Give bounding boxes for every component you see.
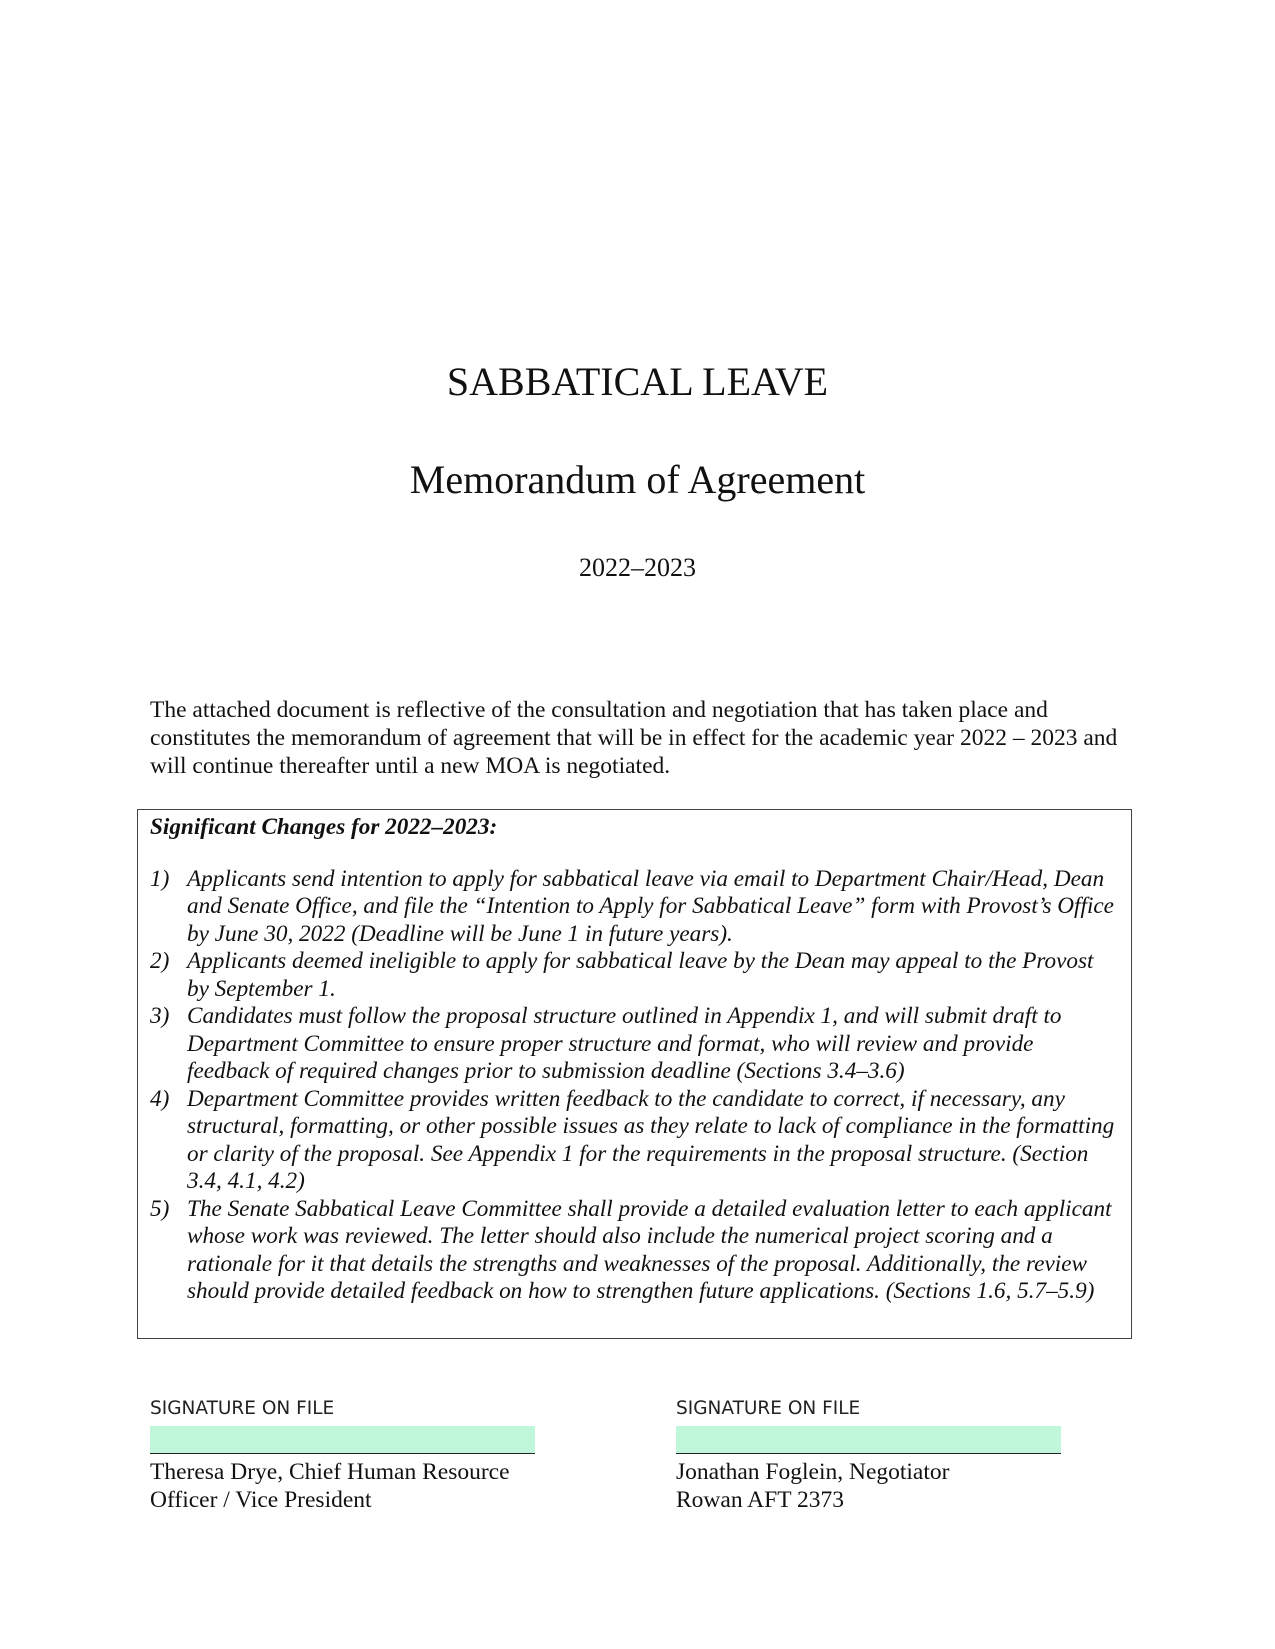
change-item bbox=[150, 948, 1121, 1003]
intro-paragraph: The attached document is reflective of the consultation and negotiation that has taken place and constitutes the memorandum of agreement that will be in effect for the academic year 2022 – 2023 and will continue thereafter until a new MOA is negotiated. bbox=[150, 697, 1118, 779]
change-item-text: Candidates must follow the proposal structure outlined in Appendix 1, and will submit draft to Department Committee to ensure proper structure and format, who will review and provide feedback of required changes prior to submission deadline (Sections 3.4–3.6) bbox=[187, 1003, 1062, 1084]
change-item-number: 4) bbox=[150, 1085, 170, 1112]
significant-changes-heading: Significant Changes for 2022–2023: bbox=[150, 814, 498, 840]
signatory-title-line: Officer / Vice President bbox=[150, 1487, 372, 1513]
change-item-number: 1) bbox=[150, 865, 170, 892]
signature-status: SIGNATURE ON FILE bbox=[150, 1398, 335, 1419]
change-item bbox=[150, 1086, 1121, 1196]
change-item-number: 5) bbox=[150, 1195, 170, 1222]
signatory-title-line: Rowan AFT 2373 bbox=[676, 1487, 844, 1513]
change-item-text: Applicants send intention to apply for sabbatical leave via email to Department Chair/Head, Dean and Senate Office, and file the “Intention to Apply for Sabbatical Leave” form with Provost’s Office by June 30, 2022 (Deadline will be June 1 in future years). bbox=[187, 865, 1114, 947]
document-year: 2022–2023 bbox=[579, 553, 696, 582]
signature-line bbox=[150, 1426, 535, 1454]
change-item-text: Applicants deemed ineligible to apply for sabbatical leave by the Dean may appeal to the Provost by September 1. bbox=[187, 948, 1094, 1002]
change-item-text: Department Committee provides written feedback to the candidate to correct, if necessary, any structural, formatting, or other possible issues as they relate to lack of compliance in the formatting or clarity of the proposal. See Appendix 1 for the requirements in the proposal structure. (Section 3.4, 4.1, 4.2) bbox=[187, 1085, 1115, 1194]
document-subtitle: Memorandum of Agreement bbox=[409, 457, 866, 502]
document-title: SABBATICAL LEAVE bbox=[446, 359, 829, 404]
signatory-name bbox=[676, 1458, 1061, 1514]
signature-line bbox=[676, 1426, 1061, 1454]
change-item-number: 3) bbox=[150, 1003, 170, 1029]
signature-block-right bbox=[676, 1397, 1061, 1514]
signatory-name-line: Theresa Drye, Chief Human Resource bbox=[150, 1459, 510, 1485]
significant-changes-box bbox=[137, 809, 1132, 1339]
signature-block-left bbox=[150, 1397, 535, 1514]
change-item-text: The Senate Sabbatical Leave Committee shall provide a detailed evaluation letter to each applicant whose work was reviewed. The letter should also include the numerical project scoring and a rationale for it that details the strengths and weaknesses of the proposal. Additionally, the review should provide detailed feedback on how to strengthen future applications. (Sections 1.6, 5.7–5.9) bbox=[187, 1195, 1112, 1304]
significant-changes-list bbox=[150, 866, 1121, 1306]
signature-status: SIGNATURE ON FILE bbox=[676, 1398, 861, 1419]
signatory-name bbox=[150, 1458, 535, 1514]
change-item-number: 2) bbox=[150, 948, 170, 974]
change-item bbox=[150, 1003, 1121, 1086]
change-item bbox=[150, 866, 1121, 949]
signatory-name-line: Jonathan Foglein, Negotiator bbox=[676, 1459, 950, 1485]
change-item bbox=[150, 1196, 1121, 1306]
